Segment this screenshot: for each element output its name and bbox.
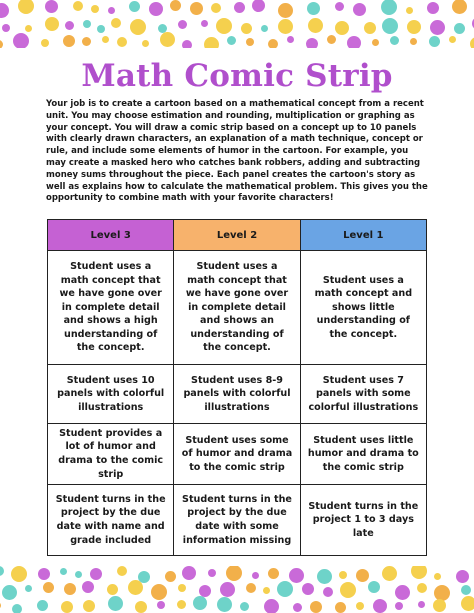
polka-dot — [108, 7, 115, 14]
polka-dot — [323, 587, 333, 597]
polka-dot — [216, 18, 232, 34]
header-level-2: Level 2 — [174, 220, 300, 251]
polka-dot — [43, 582, 54, 593]
polka-dot — [407, 20, 421, 34]
polka-dot — [45, 17, 59, 31]
polka-dot — [240, 602, 249, 611]
polka-dot — [90, 568, 102, 580]
polka-dot — [107, 584, 118, 595]
polka-dot — [264, 599, 279, 613]
polka-dot — [278, 3, 293, 18]
top-polka-dot-border — [0, 0, 474, 48]
polka-dot — [353, 3, 366, 16]
polka-dot — [108, 596, 123, 611]
polka-dot — [390, 36, 399, 45]
polka-dot — [289, 568, 304, 583]
polka-dot — [261, 25, 268, 32]
polka-dot — [287, 36, 294, 43]
table-row — [48, 485, 427, 556]
polka-dot — [335, 21, 349, 35]
polka-dot — [11, 566, 27, 582]
polka-dot — [382, 18, 398, 34]
header-level-1: Level 1 — [300, 220, 426, 251]
polka-dot — [302, 583, 314, 595]
polka-dot — [382, 566, 397, 581]
polka-dot — [73, 1, 83, 11]
polka-dot — [25, 25, 32, 32]
polka-dot — [434, 573, 441, 580]
rubric-header-row — [48, 220, 427, 251]
polka-dot — [433, 599, 446, 612]
polka-dot — [406, 7, 413, 14]
polka-dot — [82, 37, 91, 46]
polka-dot — [0, 566, 4, 576]
polka-dot — [157, 601, 165, 609]
polka-dot — [356, 569, 369, 582]
polka-dot — [65, 21, 74, 30]
polka-dot — [340, 582, 356, 598]
polka-dot — [347, 36, 361, 48]
polka-dot — [128, 580, 143, 595]
polka-dot — [170, 0, 181, 11]
polka-dot — [199, 585, 211, 597]
polka-dot — [246, 583, 256, 593]
polka-dot — [0, 3, 9, 18]
polka-dot — [449, 36, 456, 43]
rubric-cell: Student provides a lot of humor and drama to the comic strip — [48, 424, 174, 485]
polka-dot — [277, 581, 293, 597]
header-level-3: Level 3 — [48, 220, 174, 251]
polka-dot — [45, 0, 58, 13]
rubric-cell: Student turns in the project 1 to 3 days late — [300, 485, 426, 556]
polka-dot — [372, 39, 379, 46]
rubric-cell: Student turns in the project by the due date with name and grade included — [48, 485, 174, 556]
polka-dot — [327, 35, 336, 44]
polka-dot — [83, 20, 91, 28]
rubric-cell: Student uses a math concept that we have gone over in complete detail and shows a high understanding of the concept. — [48, 251, 174, 365]
polka-dot — [75, 571, 82, 578]
polka-dot — [37, 600, 48, 611]
polka-dot — [252, 572, 259, 579]
polka-dot — [220, 582, 235, 597]
polka-dot — [427, 2, 439, 14]
polka-dot — [25, 585, 32, 592]
polka-dot — [241, 23, 252, 34]
polka-dot — [0, 602, 1, 609]
polka-dot — [452, 0, 467, 14]
polka-dot — [201, 20, 208, 27]
polka-dot — [129, 1, 140, 12]
polka-dot — [339, 571, 347, 579]
polka-dot — [178, 584, 186, 592]
polka-dot — [246, 38, 254, 46]
polka-dot — [356, 602, 364, 610]
polka-dot — [2, 24, 10, 32]
polka-dot — [182, 566, 196, 580]
polka-dot — [182, 40, 192, 48]
polka-dot — [217, 597, 232, 612]
bottom-polka-dot-border — [0, 566, 474, 613]
polka-dot — [268, 568, 279, 579]
polka-dot — [12, 604, 22, 613]
polka-dot — [335, 2, 344, 11]
polka-dot — [204, 37, 219, 48]
polka-dot — [310, 601, 322, 613]
rubric-cell: Student uses 8-9 panels with colorful illustrations — [174, 365, 300, 424]
polka-dot — [117, 37, 127, 47]
polka-dot — [430, 20, 445, 35]
polka-dot — [61, 601, 73, 613]
polka-dot — [278, 19, 293, 34]
polka-dot — [252, 0, 265, 12]
rubric-table — [47, 219, 427, 556]
polka-dot — [18, 0, 34, 14]
polka-dot — [193, 596, 207, 610]
table-row — [48, 251, 427, 365]
polka-dot — [293, 603, 302, 612]
polka-dot — [178, 20, 187, 29]
rubric-cell: Student uses a math concept that we have gone over in complete detail and shows an understanding of the concept. — [174, 251, 300, 365]
polka-dot — [263, 587, 270, 594]
polka-dot — [149, 2, 163, 16]
polka-dot — [418, 601, 425, 608]
rubric-cell: Student turns in the project by the due date with some information missing — [174, 485, 300, 556]
polka-dot — [63, 35, 75, 47]
polka-dot — [234, 2, 245, 13]
polka-dot — [395, 602, 403, 610]
polka-dot — [307, 2, 320, 15]
polka-dot — [395, 585, 410, 600]
polka-dot — [317, 569, 332, 584]
polka-dot — [227, 36, 236, 45]
polka-dot — [226, 566, 242, 581]
rubric-cell: Student uses little humor and drama to the comic strip — [300, 424, 426, 485]
polka-dot — [64, 583, 76, 595]
polka-dot — [160, 32, 175, 47]
assignment-description: Your job is to create a cartoon based on a mathematical concept from a recent unit. You may choose estimation and rounding, multiplication or graphing as your concept. You will draw a comic strip based on a concept up to 10 panels with clearly drawn characters, an explanation of a math technique, concept or rule, and include some elements of humor in the cartoon. For example, you may create a masked hero who catches bank robbers, adding and subtracting money sums throughout the piece. Each panel creates the cartoon's story as well as explains how to calculate the mathematical problem. This gives you the opportunity to combine math with your favorite characters! — [46, 99, 428, 204]
polka-dot — [111, 18, 121, 28]
rubric-cell: Student uses 7 panels with some colorful illustrations — [300, 365, 426, 424]
rubric-cell: Student uses some of humor and drama to the comic strip — [174, 424, 300, 485]
polka-dot — [82, 581, 94, 593]
polka-dot — [13, 33, 29, 48]
polka-dot — [368, 581, 380, 593]
polka-dot — [456, 570, 469, 583]
polka-dot — [0, 40, 3, 48]
polka-dot — [97, 25, 105, 33]
polka-dot — [130, 19, 146, 35]
table-row — [48, 365, 427, 424]
page-title: Math Comic Strip — [81, 58, 393, 94]
polka-dot — [60, 568, 67, 575]
polka-dot — [470, 37, 474, 48]
polka-dot — [190, 2, 203, 15]
table-row — [48, 424, 427, 485]
polka-dot — [417, 583, 427, 593]
rubric-cell: Student uses 10 panels with colorful illustrations — [48, 365, 174, 424]
polka-dot — [211, 3, 221, 13]
polka-dot — [381, 0, 397, 15]
polka-dot — [38, 568, 50, 580]
polka-dot — [373, 599, 387, 613]
polka-dot — [151, 584, 167, 600]
polka-dot — [335, 602, 346, 613]
polka-dot — [364, 22, 376, 34]
polka-dot — [177, 600, 186, 609]
rubric-cell: Student uses a math concept and shows little understanding of the concept. — [300, 251, 426, 365]
polka-dot — [117, 566, 127, 576]
polka-dot — [102, 36, 109, 43]
polka-dot — [208, 569, 216, 577]
polka-dot — [41, 39, 49, 47]
polka-dot — [308, 18, 323, 33]
polka-dot — [461, 585, 471, 595]
polka-dot — [135, 601, 147, 613]
polka-dot — [268, 39, 278, 48]
polka-dot — [2, 585, 17, 600]
polka-dot — [91, 5, 99, 13]
polka-dot — [142, 40, 149, 47]
polka-dot — [306, 38, 318, 48]
polka-dot — [461, 596, 474, 611]
polka-dot — [429, 36, 440, 47]
polka-dot — [165, 571, 176, 582]
polka-dot — [410, 38, 417, 45]
polka-dot — [454, 23, 465, 34]
polka-dot — [411, 566, 427, 579]
polka-dot — [83, 600, 95, 612]
